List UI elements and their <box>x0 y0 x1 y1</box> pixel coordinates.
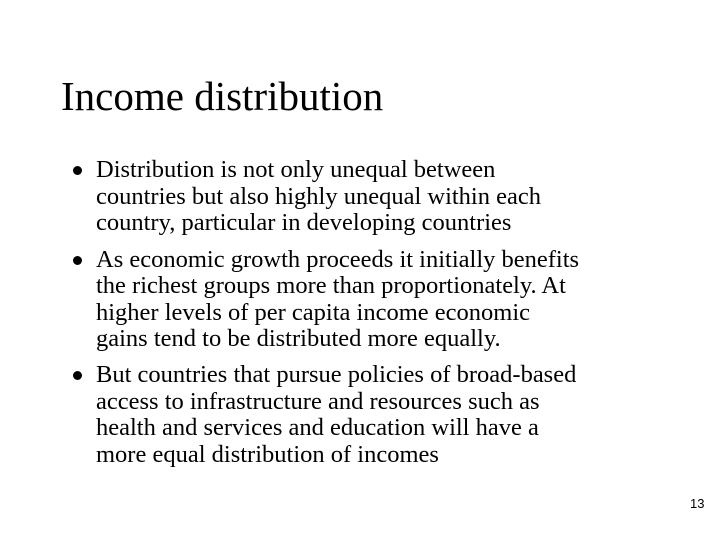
bullet-line: access to infrastructure and resources such as <box>96 388 540 415</box>
bullet-line: higher levels of per capita income economic <box>96 299 531 326</box>
bullet-line: country, particular in developing countries <box>96 209 512 236</box>
bullet-line: the richest groups more than proportionately. At <box>96 272 566 299</box>
bullet-dot-icon <box>73 166 82 175</box>
bullet-line: gains tend to be distributed more equally. <box>96 325 501 352</box>
slide-title: Income distribution <box>61 73 384 119</box>
page-number: 13 <box>690 496 705 511</box>
bullet-dot-icon <box>73 256 82 265</box>
bullet-dot-icon <box>73 371 82 380</box>
bullet-line: Distribution is not only unequal between <box>96 156 496 183</box>
bullet-line: countries but also highly unequal within each <box>96 183 541 210</box>
bullet-line: health and services and education will have a <box>96 414 539 441</box>
bullet-line: But countries that pursue policies of broad-based <box>96 361 577 388</box>
bullet-line: more equal distribution of incomes <box>96 441 439 468</box>
bullet-line: As economic growth proceeds it initially benefits <box>96 246 580 273</box>
